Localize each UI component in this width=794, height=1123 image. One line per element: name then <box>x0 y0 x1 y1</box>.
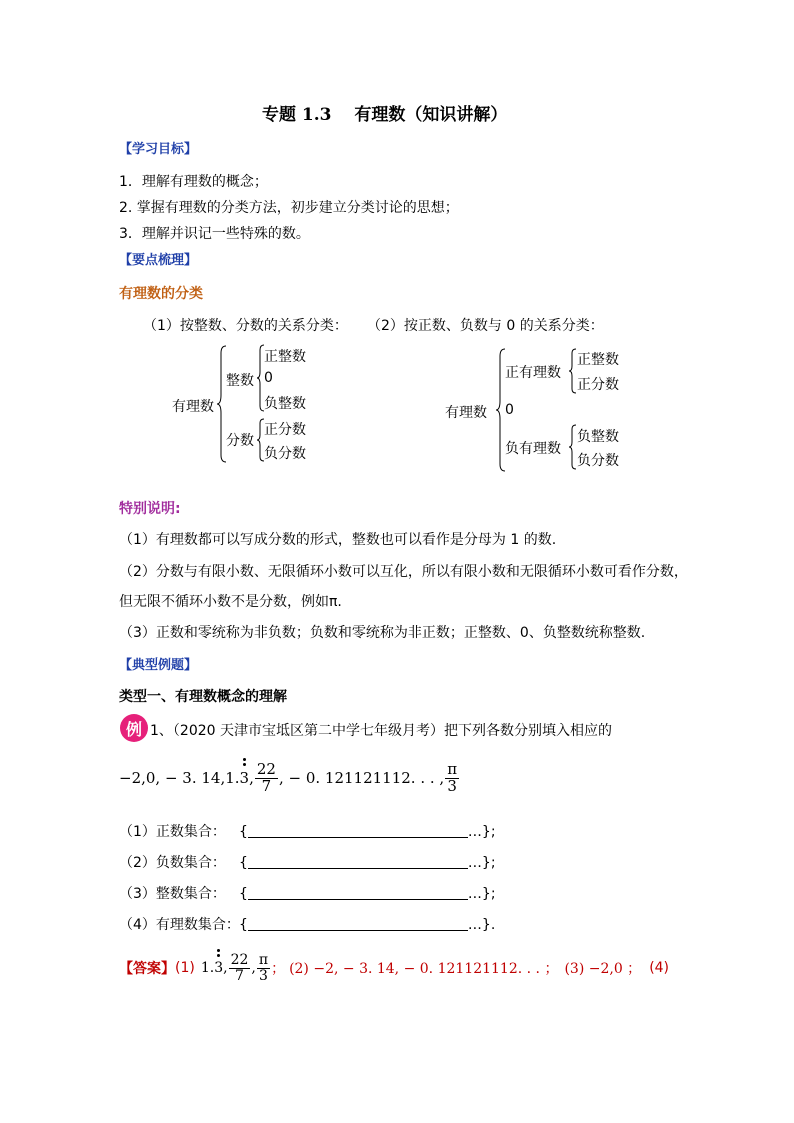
set-label: （4）有理数集合： <box>119 917 240 933</box>
fraction-denominator: 7 <box>235 967 244 984</box>
set-row <box>119 883 496 903</box>
repeating-digit: 3 <box>214 960 224 977</box>
fraction-denominator: 3 <box>259 967 268 984</box>
note-item: 但无限不循环小数不是分数，例如π. <box>119 594 342 610</box>
notes-header: 特别说明: <box>119 501 181 517</box>
answer-part: (2) −2, − 3. 14, − 0. 121121112. . . ； <box>289 961 559 978</box>
answer-part-label: (1) <box>175 960 195 977</box>
fraction <box>229 953 251 983</box>
tree2-neg-int: 负整数 <box>577 429 619 445</box>
number-list-part: −2,0, − 3. 14,1. <box>119 769 240 788</box>
answer-part: (3) −2,0 ； <box>564 961 642 978</box>
set-open: { <box>239 886 248 902</box>
set-row <box>119 914 495 934</box>
set-row <box>119 821 496 841</box>
answer-line <box>119 953 669 983</box>
repeating-digit: 3 <box>239 769 250 788</box>
fraction-numerator: π <box>447 760 458 778</box>
tree2-pos-int: 正整数 <box>577 352 619 368</box>
answer-blank[interactable] <box>248 885 468 900</box>
tree2-pos-rat: 正有理数 <box>505 365 561 381</box>
tree1-neg-frac: 负分数 <box>264 446 306 462</box>
tree1-fraction: 分数 <box>226 433 254 449</box>
example-question: 1、（2020 天津市宝坻区第二中学七年级月考）把下列各数分别填入相应的 <box>150 723 612 739</box>
set-open: { <box>239 917 248 933</box>
answer-blank[interactable] <box>248 823 468 838</box>
tree1-pos-frac: 正分数 <box>264 422 306 438</box>
set-close: …}. <box>467 917 496 933</box>
tree2-pos-frac: 正分数 <box>577 377 619 393</box>
number-list <box>119 762 460 795</box>
fraction-denominator: 3 <box>447 776 457 795</box>
fraction-numerator: π <box>258 952 269 968</box>
tree1-root: 有理数 <box>172 399 214 415</box>
set-open: { <box>239 855 248 871</box>
answer-separator: , <box>251 960 256 977</box>
classification-heading: 有理数的分类 <box>119 286 203 302</box>
fraction <box>445 762 459 795</box>
note-item: （3）正数和零统称为非负数；负数和零统称为非正数；正整数、0、负整数统称整数. <box>119 625 646 641</box>
answer-separator: , <box>223 960 228 977</box>
answer-value: 1. <box>200 960 215 977</box>
number-separator: , <box>249 769 254 788</box>
example-badge: 例 <box>120 714 148 742</box>
tree2-root: 有理数 <box>445 405 487 421</box>
goal-item: 1．理解有理数的概念； <box>119 174 268 190</box>
set-close: …}; <box>467 855 496 871</box>
tree1-neg-int: 负整数 <box>264 396 306 412</box>
set-close: …}; <box>467 824 496 840</box>
note-item: （1）有理数都可以写成分数的形式，整数也可以看作是分母为 1 的数. <box>119 532 557 548</box>
goal-item: 3．理解并识记一些特殊的数。 <box>119 226 310 242</box>
fraction <box>255 762 278 795</box>
set-label: （3）整数集合： <box>119 886 226 902</box>
fraction-denominator: 7 <box>261 776 272 795</box>
fraction-numerator: 22 <box>230 952 249 968</box>
answer-part: (4) <box>649 960 670 977</box>
points-header: 【要点梳理】 <box>119 253 198 268</box>
examples-header: 【典型例题】 <box>119 658 198 673</box>
type-heading: 类型一、有理数概念的理解 <box>119 689 287 705</box>
goals-header: 【学习目标】 <box>119 142 198 157</box>
note-item: （2）分数与有限小数、无限循环小数可以互化，所以有限小数和无限循环小数可看作分数， <box>119 564 688 580</box>
tree2-zero: 0 <box>505 402 514 418</box>
number-list-part: , − 0. 121121112. . . , <box>278 769 445 788</box>
tree1-zero: 0 <box>264 370 273 386</box>
fraction-numerator: 22 <box>256 760 276 778</box>
goal-item: 2. 掌握有理数的分类方法，初步建立分类讨论的思想； <box>119 200 459 216</box>
method-1: （1）按整数、分数的关系分类： <box>143 318 348 334</box>
tree1-pos-int: 正整数 <box>264 349 306 365</box>
fraction <box>257 953 270 983</box>
answer-tag: 【答案】 <box>119 961 175 978</box>
set-label: （2）负数集合： <box>119 855 226 871</box>
method-2: （2）按正数、负数与 0 的关系分类： <box>367 318 604 334</box>
page-title: 专题 1.3 有理数（知识讲解） <box>262 105 508 125</box>
answer-separator: ； <box>271 961 286 978</box>
set-close: …}; <box>467 886 496 902</box>
set-open: { <box>239 824 248 840</box>
tree2-neg-frac: 负分数 <box>577 453 619 469</box>
tree2-neg-rat: 负有理数 <box>505 441 561 457</box>
answer-blank[interactable] <box>248 854 468 869</box>
set-label: （1）正数集合： <box>119 824 226 840</box>
tree1-integer: 整数 <box>226 373 254 389</box>
answer-blank[interactable] <box>248 916 468 931</box>
set-row <box>119 852 496 872</box>
